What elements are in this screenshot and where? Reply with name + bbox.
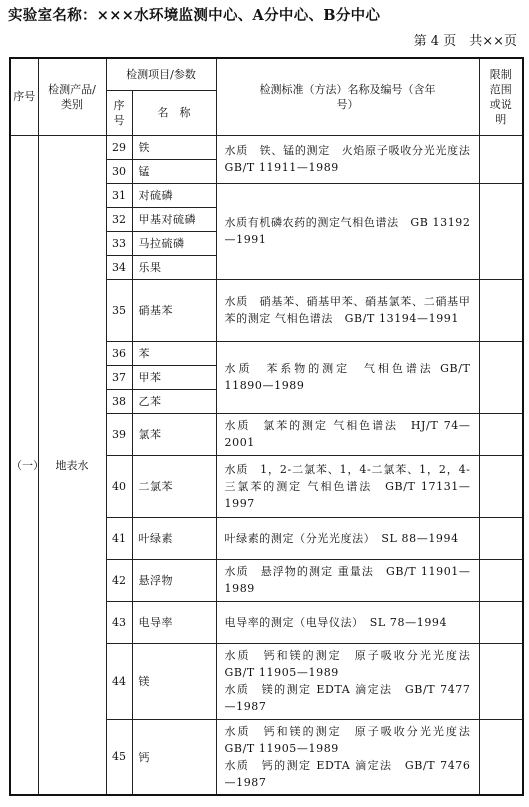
item-no: 37 — [106, 365, 132, 389]
limit-cell — [479, 601, 523, 643]
item-name: 镁 — [132, 643, 216, 719]
item-name: 乐果 — [132, 255, 216, 279]
col-seq-header: 序号 — [10, 58, 38, 135]
limit-cell — [479, 135, 523, 183]
item-name: 氯苯 — [132, 413, 216, 455]
group-seq: （一） — [10, 135, 38, 795]
limit-cell — [479, 559, 523, 601]
limit-cell — [479, 643, 523, 719]
limit-cell — [479, 183, 523, 279]
limit-cell — [479, 517, 523, 559]
col-item-group-header: 检测项目/参数 — [106, 58, 216, 90]
item-no: 42 — [106, 559, 132, 601]
item-no: 31 — [106, 183, 132, 207]
item-no: 36 — [106, 341, 132, 365]
item-no: 35 — [106, 279, 132, 341]
item-name: 电导率 — [132, 601, 216, 643]
item-no: 30 — [106, 159, 132, 183]
lab-name: 实验室名称：×××水环境监测中心、A分中心、B分中心 — [8, 7, 381, 24]
standard-cell: 电导率的测定（电导仪法） SL 78—1994 — [216, 601, 479, 643]
standard-cell: 水质有机磷农药的测定气相色谱法 GB 13192—1991 — [216, 183, 479, 279]
standard-cell: 水质 1，2-二氯苯、1，4-二氯苯、1，2，4-三氯苯的测定 气相色谱法 GB/T 17131—1997 — [216, 455, 479, 517]
page-info: 第 4 页 共××页 — [413, 34, 517, 49]
standard-cell — [216, 719, 483, 795]
standard-line: 水质 钙和镁的测定 原子吸收分光光度法 GB/T 11905—1989 — [224, 649, 483, 679]
item-name: 钙 — [132, 719, 216, 795]
item-no: 43 — [106, 601, 132, 643]
limit-cell — [479, 719, 523, 795]
item-no: 32 — [106, 207, 132, 231]
limit-cell — [479, 341, 523, 413]
item-name: 甲基对硫磷 — [132, 207, 216, 231]
standard-cell: 叶绿素的测定（分光光度法） SL 88—1994 — [216, 517, 479, 559]
limit-cell — [479, 455, 523, 517]
standard-line: 水质 钙和镁的测定 原子吸收分光光度法 GB/T 11905—1989 — [224, 724, 483, 755]
limit-cell — [479, 279, 523, 341]
item-no: 41 — [106, 517, 132, 559]
standard-cell: 水质 悬浮物的测定 重量法 GB/T 11901—1989 — [216, 559, 479, 601]
col-item-seq-header: 序号 — [106, 90, 132, 135]
item-name: 硝基苯 — [132, 279, 216, 341]
standard-line: 水质 镁的测定 EDTA 滴定法 GB/T 7477—1987 — [224, 683, 471, 713]
col-item-name-header: 名 称 — [132, 90, 216, 135]
item-no: 34 — [106, 255, 132, 279]
standard-cell: 水质 苯系物的测定 气相色谱法 GB/T 11890—1989 — [216, 341, 479, 413]
item-name: 苯 — [132, 341, 216, 365]
item-no: 33 — [106, 231, 132, 255]
limit-cell — [479, 413, 523, 455]
item-no: 45 — [106, 719, 132, 795]
standard-cell: 水质 铁、锰的测定 火焰原子吸收分光光度法 GB/T 11911—1989 — [216, 135, 479, 183]
item-name: 马拉硫磷 — [132, 231, 216, 255]
standard-cell: 水质 硝基苯、硝基甲苯、硝基氯苯、二硝基甲苯的测定 气相色谱法 GB/T 13194—1991 — [216, 279, 479, 341]
item-no: 38 — [106, 389, 132, 413]
item-name: 铁 — [132, 135, 216, 159]
group-product: 地表水 — [38, 135, 106, 795]
col-limit-header: 限制范围或说明 — [479, 58, 523, 135]
item-no: 40 — [106, 455, 132, 517]
item-name: 叶绿素 — [132, 517, 216, 559]
item-name: 锰 — [132, 159, 216, 183]
item-name: 对硫磷 — [132, 183, 216, 207]
standard-line: 水质 钙的测定 EDTA 滴定法 GB/T 7476—1987 — [224, 758, 471, 789]
item-name: 悬浮物 — [132, 559, 216, 601]
item-name: 甲苯 — [132, 365, 216, 389]
col-standard-header: 检测标准（方法）名称及编号（含年号） — [216, 58, 479, 135]
item-name: 乙苯 — [132, 389, 216, 413]
item-no: 39 — [106, 413, 132, 455]
item-no: 44 — [106, 643, 132, 719]
accreditation-table — [9, 57, 524, 796]
col-product-header: 检测产品/类别 — [38, 58, 106, 135]
item-no: 29 — [106, 135, 132, 159]
standard-cell — [216, 643, 483, 719]
item-name: 二氯苯 — [132, 455, 216, 517]
standard-cell: 水质 氯苯的测定 气相色谱法 HJ/T 74—2001 — [216, 413, 479, 455]
